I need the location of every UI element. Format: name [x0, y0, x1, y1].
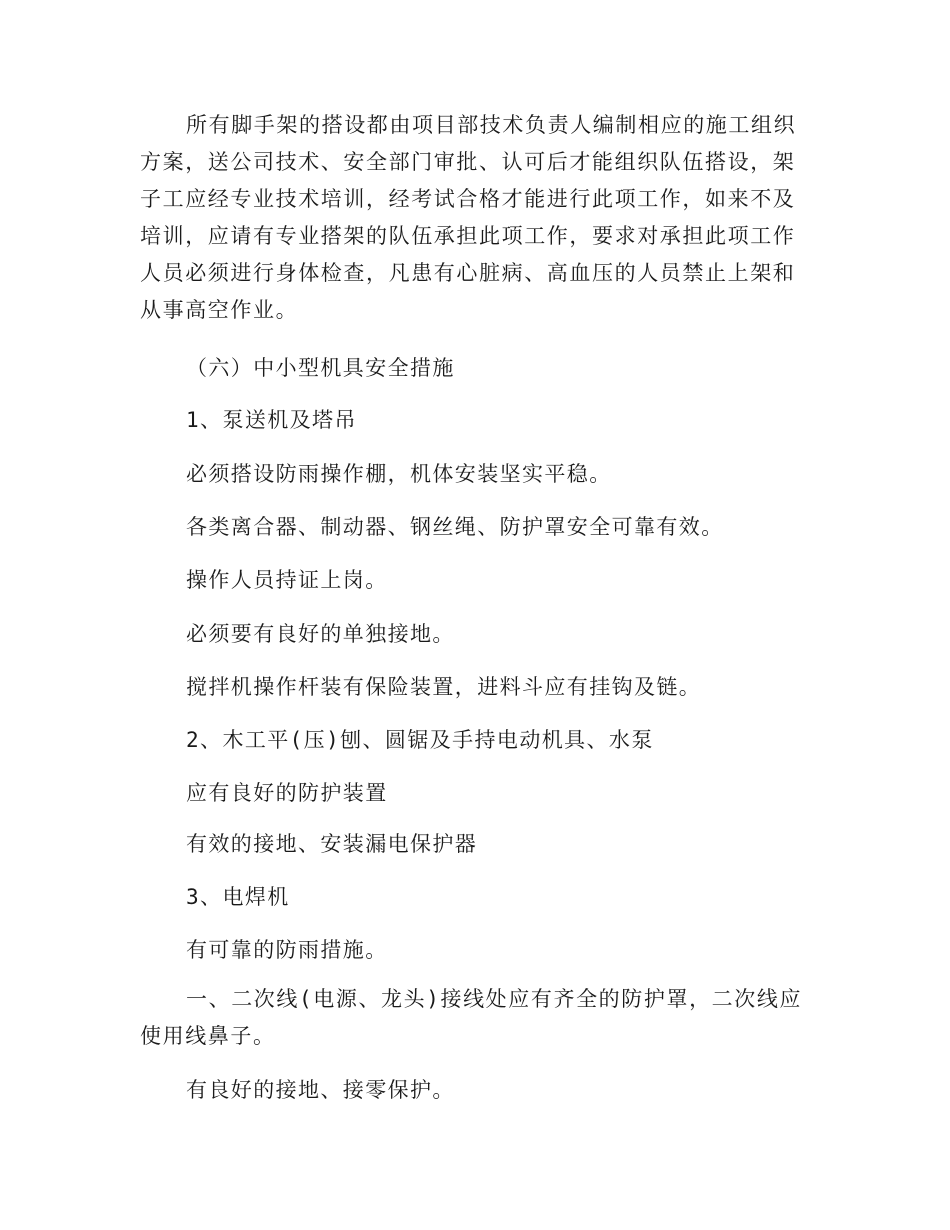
subheading-welding-machine: 3、电焊机	[186, 885, 290, 909]
paragraph-zero-protection: 有良好的接地、接零保护。	[186, 1078, 455, 1102]
subheading-woodworking-tools: 2、木工平(压)刨、圆锯及手持电动机具、水泵	[186, 728, 654, 752]
paragraph-leakage-protector: 有效的接地、安装漏电保护器	[186, 832, 478, 856]
paragraph-clutch-brake: 各类离合器、制动器、钢丝绳、防护罩安全可靠有效。	[186, 515, 724, 539]
paragraph-secondary-wiring: 一、二次线(电源、龙头)接线处应有齐全的防护罩，二次线应使用线鼻子。	[140, 987, 803, 1048]
paragraph-rain-protection: 有可靠的防雨措施。	[186, 938, 388, 962]
subheading-pump-and-crane: 1、泵送机及塔吊	[186, 408, 357, 432]
paragraph-grounding: 必须要有良好的单独接地。	[186, 622, 455, 646]
paragraph-scaffold-approval: 所有脚手架的搭设都由项目部技术负责人编制相应的施工组织方案，送公司技术、安全部门审批、认可后才能组织队伍搭设，架子工应经专业技术培训，经考试合格才能进行此项工作，如来不及培训，应请有专业搭架的队伍承担此项工作，要求对承担此项工作人员必须进行身体检查，凡患有心脏病、高血压的人员禁止上架和从事高空作业。	[140, 113, 797, 322]
paragraph-certified-operators: 操作人员持证上岗。	[186, 568, 388, 592]
paragraph-guard-devices: 应有良好的防护装置	[186, 781, 388, 805]
section-heading-small-machinery: （六）中小型机具安全措施	[186, 356, 455, 380]
paragraph-mixer-lever: 搅拌机操作杆装有保险装置，进料斗应有挂钩及链。	[186, 675, 702, 699]
paragraph-rain-shed: 必须搭设防雨操作棚，机体安装坚实平稳。	[186, 462, 612, 486]
